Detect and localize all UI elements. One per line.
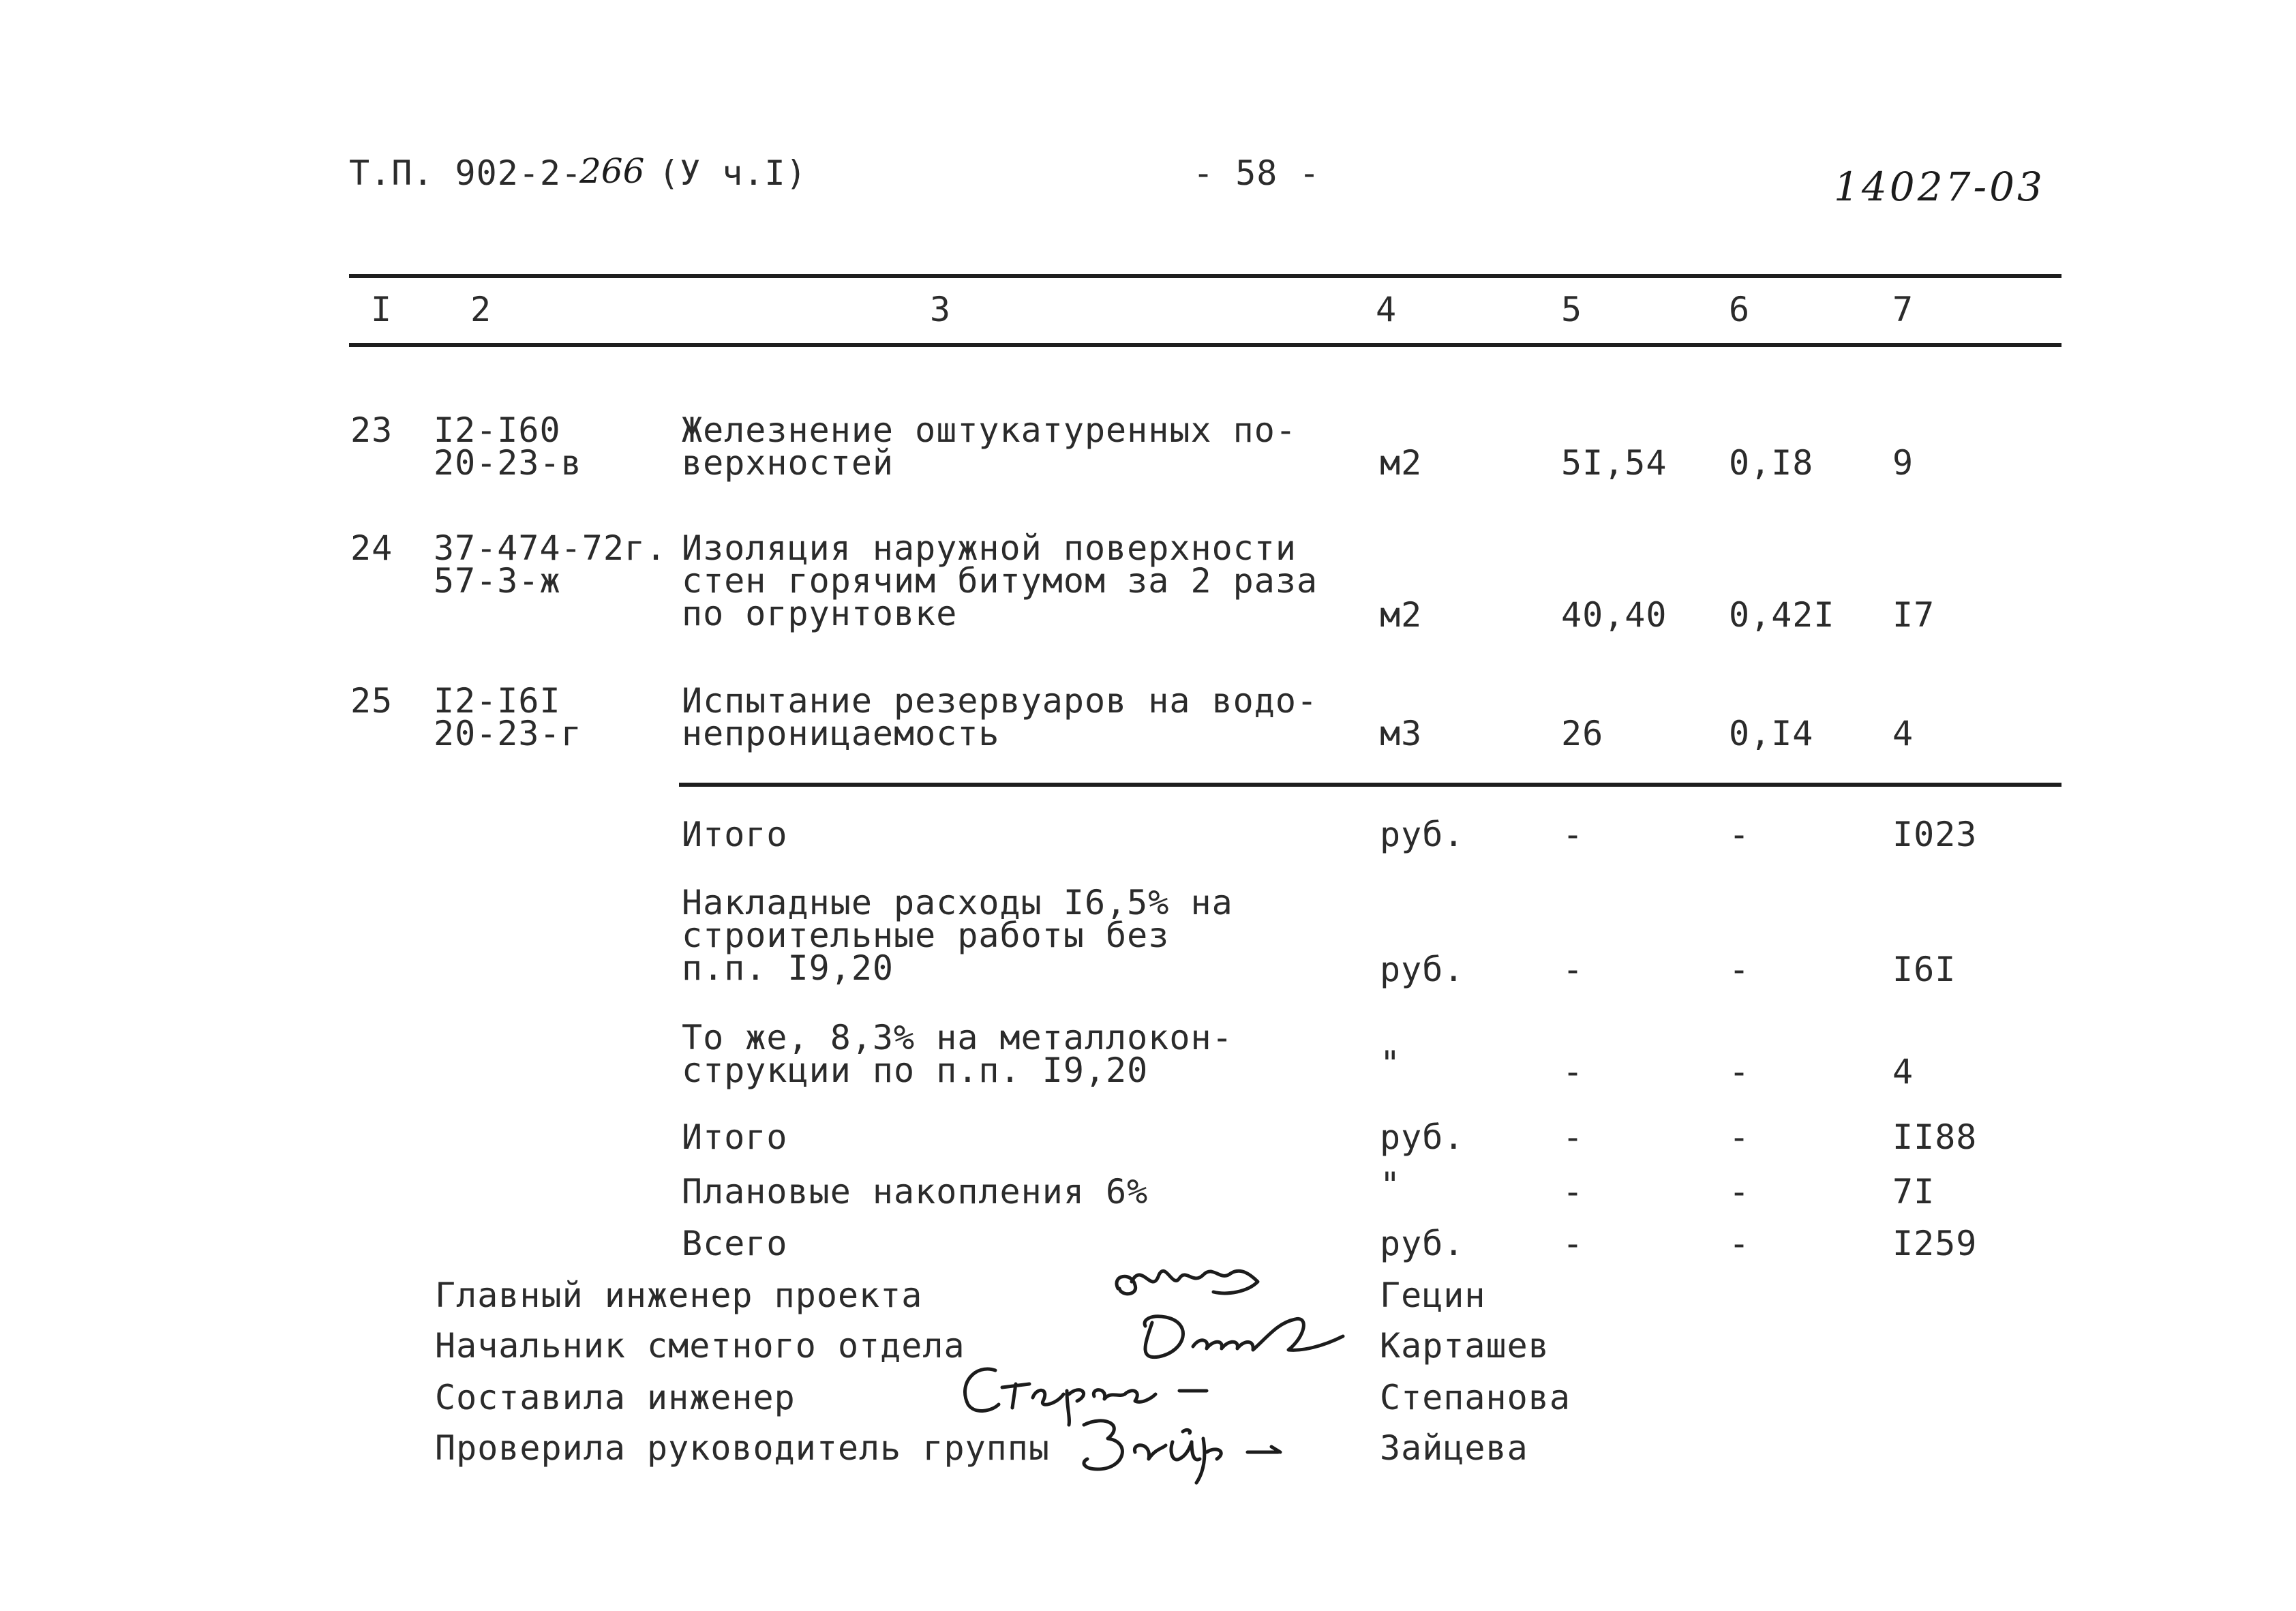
summary-unit: руб. — [1380, 815, 1465, 854]
summary-description: То же, 8,3% на металлокон- — [682, 1018, 1233, 1057]
summary-total: 4 — [1892, 1052, 1914, 1091]
table-top-rule — [349, 274, 2061, 278]
row-unit: м3 — [1380, 714, 1423, 753]
summary-price: - — [1729, 950, 1751, 989]
signature-role: Начальник сметного отдела — [435, 1326, 965, 1366]
summary-price: - — [1729, 1052, 1751, 1091]
summary-description: Накладные расходы I6,5% на — [682, 883, 1233, 922]
row-description: верхностей — [682, 443, 894, 483]
summary-description: Всего — [682, 1224, 788, 1263]
summary-total: I259 — [1892, 1224, 1978, 1263]
doc-suffix: (У ч.I) — [659, 153, 807, 193]
signature-role: Проверила руководитель группы — [435, 1428, 1050, 1468]
row-quantity: 40,40 — [1561, 595, 1667, 635]
summary-price: - — [1729, 1172, 1751, 1211]
summary-description: струкции по п.п. I9,20 — [682, 1051, 1149, 1090]
row-number: 25 — [350, 681, 393, 721]
signature-name: Степанова — [1380, 1378, 1571, 1417]
summary-description: Итого — [682, 1117, 788, 1157]
column-header-1: I — [371, 290, 393, 329]
summary-unit: руб. — [1380, 1117, 1465, 1157]
row-total: I7 — [1892, 595, 1935, 635]
summary-quantity: - — [1562, 1117, 1584, 1157]
row-description: по огрунтовке — [682, 594, 958, 633]
signature-checker — [1070, 1411, 1295, 1486]
summary-description: строительные работы без — [682, 916, 1170, 955]
row-code: 57-3-ж — [434, 561, 561, 601]
row-quantity: 26 — [1561, 714, 1604, 753]
row-code: I2-I6I — [434, 681, 561, 721]
signature-role: Составила инженер — [435, 1378, 796, 1417]
row-code: 20-23-в — [434, 443, 582, 483]
summary-quantity: - — [1562, 1172, 1584, 1211]
row-description: непроницаемость — [682, 714, 1000, 753]
row-description: Испытание резервуаров на водо- — [682, 681, 1318, 721]
signature-role: Главный инженер проекта — [435, 1276, 923, 1315]
row-description: Изоляция наружной поверхности — [682, 528, 1297, 568]
summary-price: - — [1729, 1117, 1751, 1157]
column-header-7: 7 — [1892, 290, 1914, 329]
row-price: 0,42I — [1729, 595, 1835, 635]
summary-quantity: - — [1562, 1224, 1584, 1263]
summary-rule — [679, 783, 2061, 787]
summary-total: I6I — [1892, 950, 1957, 989]
row-code: I2-I60 — [434, 410, 561, 450]
signature-chief-engineer — [1111, 1254, 1268, 1309]
summary-unit: " — [1380, 1165, 1402, 1205]
column-header-6: 6 — [1729, 290, 1751, 329]
summary-unit: руб. — [1380, 950, 1465, 989]
table-header-bottom-rule — [349, 343, 2061, 347]
summary-description: п.п. I9,20 — [682, 948, 894, 988]
column-header-5: 5 — [1561, 290, 1583, 329]
column-header-2: 2 — [470, 290, 492, 329]
column-header-4: 4 — [1376, 290, 1398, 329]
archive-number: 14027-03 — [1834, 164, 2045, 210]
page-number: - 58 - — [1193, 153, 1320, 193]
row-price: 0,I4 — [1729, 714, 1814, 753]
row-description: Железнение оштукатуренных по- — [682, 410, 1297, 450]
summary-price: - — [1729, 815, 1751, 854]
summary-total: 7I — [1892, 1172, 1935, 1211]
row-quantity: 5I,54 — [1561, 443, 1667, 483]
row-code: 20-23-г — [434, 714, 582, 753]
row-number: 23 — [350, 410, 393, 450]
row-code: 37-474-72г. — [434, 528, 667, 568]
doc-number-handwritten: 266 — [579, 151, 645, 191]
row-total: 9 — [1892, 443, 1914, 483]
summary-quantity: - — [1562, 1052, 1584, 1091]
summary-unit: " — [1380, 1044, 1402, 1083]
doc-prefix: Т.П. 902-2- — [349, 153, 583, 193]
row-unit: м2 — [1380, 595, 1423, 635]
column-header-3: 3 — [930, 290, 952, 329]
row-unit: м2 — [1380, 443, 1423, 483]
signature-name: Зайцева — [1380, 1428, 1528, 1468]
signature-name: Гецин — [1380, 1276, 1486, 1315]
summary-total: II88 — [1892, 1117, 1978, 1157]
summary-total: I023 — [1892, 815, 1978, 854]
signature-name: Карташев — [1380, 1326, 1550, 1366]
row-number: 24 — [350, 528, 393, 568]
summary-description: Плановые накопления 6% — [682, 1172, 1149, 1211]
row-total: 4 — [1892, 714, 1914, 753]
summary-quantity: - — [1562, 950, 1584, 989]
row-price: 0,I8 — [1729, 443, 1814, 483]
summary-description: Итого — [682, 815, 788, 854]
summary-unit: руб. — [1380, 1224, 1465, 1263]
summary-price: - — [1729, 1224, 1751, 1263]
summary-quantity: - — [1562, 815, 1584, 854]
row-description: стен горячим битумом за 2 раза — [682, 561, 1318, 601]
